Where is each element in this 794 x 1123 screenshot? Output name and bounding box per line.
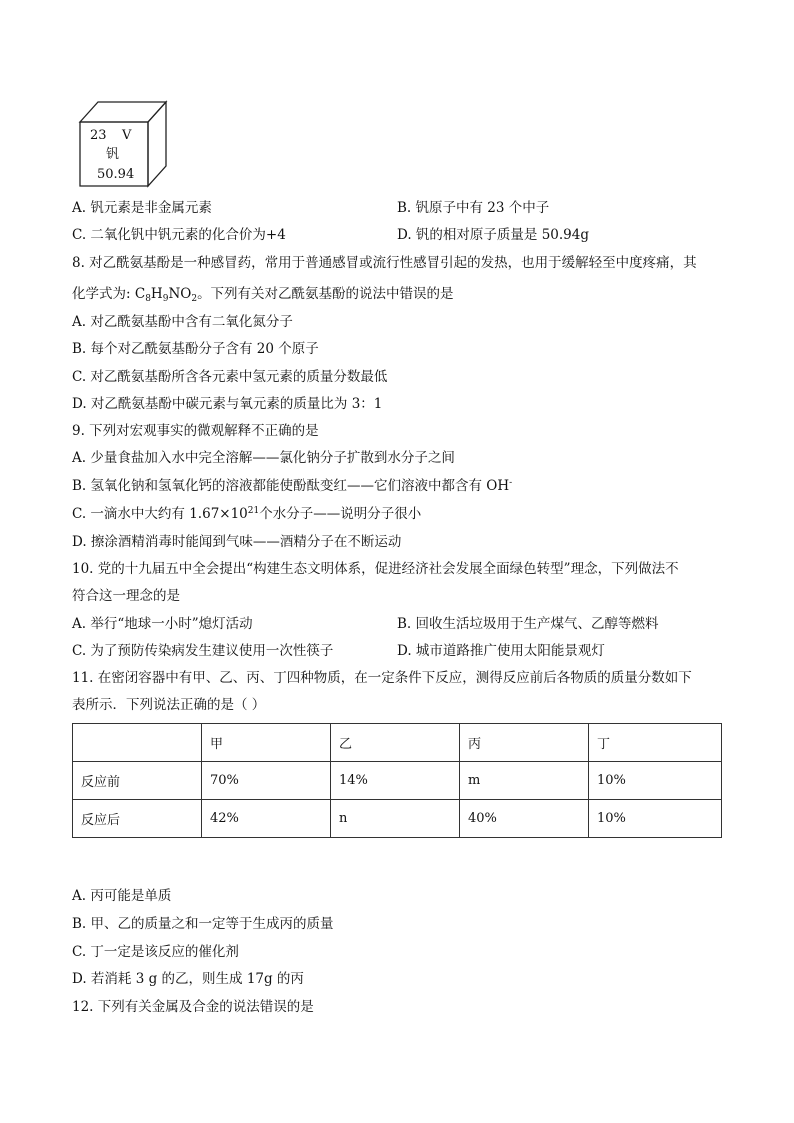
q9-option-b: B. 氢氧化钠和氢氧化钙的溶液都能使酚酞变红——它们溶液中都含有 OH- bbox=[72, 478, 513, 494]
chemical-formula: $C_8H_9NO_2$ bbox=[134, 286, 198, 304]
q8-option-c: C. 对乙酰氨基酚所含各元素中氢元素的质量分数最低 bbox=[72, 369, 388, 385]
q7-option-a: A. 钒元素是非金属元素 bbox=[72, 200, 212, 216]
table-header-cell bbox=[73, 724, 202, 762]
q11-option-a: A. 丙可能是单质 bbox=[72, 888, 172, 904]
table-cell: 70% bbox=[202, 762, 331, 800]
atomic-mass: 50.94 bbox=[97, 167, 135, 182]
table-cell: 反应后 bbox=[73, 800, 202, 838]
element-vanadium-cube bbox=[78, 100, 168, 190]
q11-option-b: B. 甲、乙的质量之和一定等于生成丙的质量 bbox=[72, 916, 334, 932]
q10-option-a: A. 举行“地球一小时”熄灯活动 bbox=[72, 616, 253, 632]
q10-option-c: C. 为了预防传染病发生建议使用一次性筷子 bbox=[72, 643, 334, 659]
mass-fraction-table bbox=[72, 723, 722, 838]
q8-option-b: B. 每个对乙酰氨基酚分子含有 20 个原子 bbox=[72, 341, 319, 357]
q7-option-b: B. 钒原子中有 23 个中子 bbox=[397, 200, 550, 216]
table-header-cell: 丁 bbox=[589, 724, 722, 762]
q9-stem: 9. 下列对宏观事实的微观解释不正确的是 bbox=[72, 423, 319, 439]
q10-option-b: B. 回收生活垃圾用于生产煤气、乙醇等燃料 bbox=[397, 616, 659, 632]
table-row bbox=[73, 800, 722, 838]
table-cell: n bbox=[331, 800, 460, 838]
q9-option-a: A. 少量食盐加入水中完全溶解——氯化钠分子扩散到水分子之间 bbox=[72, 450, 455, 466]
q11-stem-line2: 表所示．下列说法正确的是（ ） bbox=[72, 697, 266, 713]
q7-option-d: D. 钒的相对原子质量是 50.94g bbox=[397, 227, 590, 243]
table-header-cell: 乙 bbox=[331, 724, 460, 762]
table-cell: m bbox=[460, 762, 589, 800]
q8-formula-suffix: 。下列有关对乙酰氨基酚的说法中错误的是 bbox=[197, 286, 454, 302]
table-cell: 42% bbox=[202, 800, 331, 838]
table-cell: 14% bbox=[331, 762, 460, 800]
element-name: 钒 bbox=[106, 147, 120, 162]
table-cell: 10% bbox=[589, 800, 722, 838]
atomic-number: 23 bbox=[90, 128, 107, 143]
q8-formula-prefix: 化学式为: bbox=[72, 286, 135, 302]
q8-option-d: D. 对乙酰氨基酚中碳元素与氧元素的质量比为 3：1 bbox=[72, 396, 383, 412]
q12-stem: 12. 下列有关金属及合金的说法错误的是 bbox=[72, 999, 314, 1015]
table-header-cell: 甲 bbox=[202, 724, 331, 762]
q9-option-c: C. 一滴水中大约有 $1.67\times 10^{21}$个水分子——说明分子很小 bbox=[72, 506, 422, 522]
q7-option-c: C. 二氧化钒中钒元素的化合价为+4 bbox=[72, 227, 286, 243]
element-symbol: V bbox=[122, 128, 132, 143]
q11-stem-line1: 11. 在密闭容器中有甲、乙、丙、丁四种物质，在一定条件下反应，测得反应前后各物质的质量分数如下 bbox=[72, 670, 692, 686]
table-header-cell: 丙 bbox=[460, 724, 589, 762]
q10-stem-line2: 符合这一理念的是 bbox=[72, 588, 180, 604]
q8-option-a: A. 对乙酰氨基酚中含有二氧化氮分子 bbox=[72, 314, 293, 330]
q11-option-c: C. 丁一定是该反应的催化剂 bbox=[72, 944, 239, 960]
table-row bbox=[73, 762, 722, 800]
table-cell: 10% bbox=[589, 762, 722, 800]
q9-option-d: D. 擦涂酒精消毒时能闻到气味——酒精分子在不断运动 bbox=[72, 534, 402, 550]
table-cell: 40% bbox=[460, 800, 589, 838]
q10-stem-line1: 10. 党的十九届五中全会提出“构建生态文明体系，促进经济社会发展全面绿色转型”理念，下列做法不 bbox=[72, 561, 679, 577]
q11-option-d: D. 若消耗 3 g 的乙，则生成 17g 的丙 bbox=[72, 971, 304, 987]
q10-option-d: D. 城市道路推广使用太阳能景观灯 bbox=[397, 643, 605, 659]
q8-stem-line1: 8. 对乙酰氨基酚是一种感冒药，常用于普通感冒或流行性感冒引起的发热，也用于缓解轻至中度疼痛，其 bbox=[72, 255, 697, 271]
q8-stem-line2 bbox=[72, 284, 454, 304]
table-header-row bbox=[73, 724, 722, 762]
table-cell: 反应前 bbox=[73, 762, 202, 800]
